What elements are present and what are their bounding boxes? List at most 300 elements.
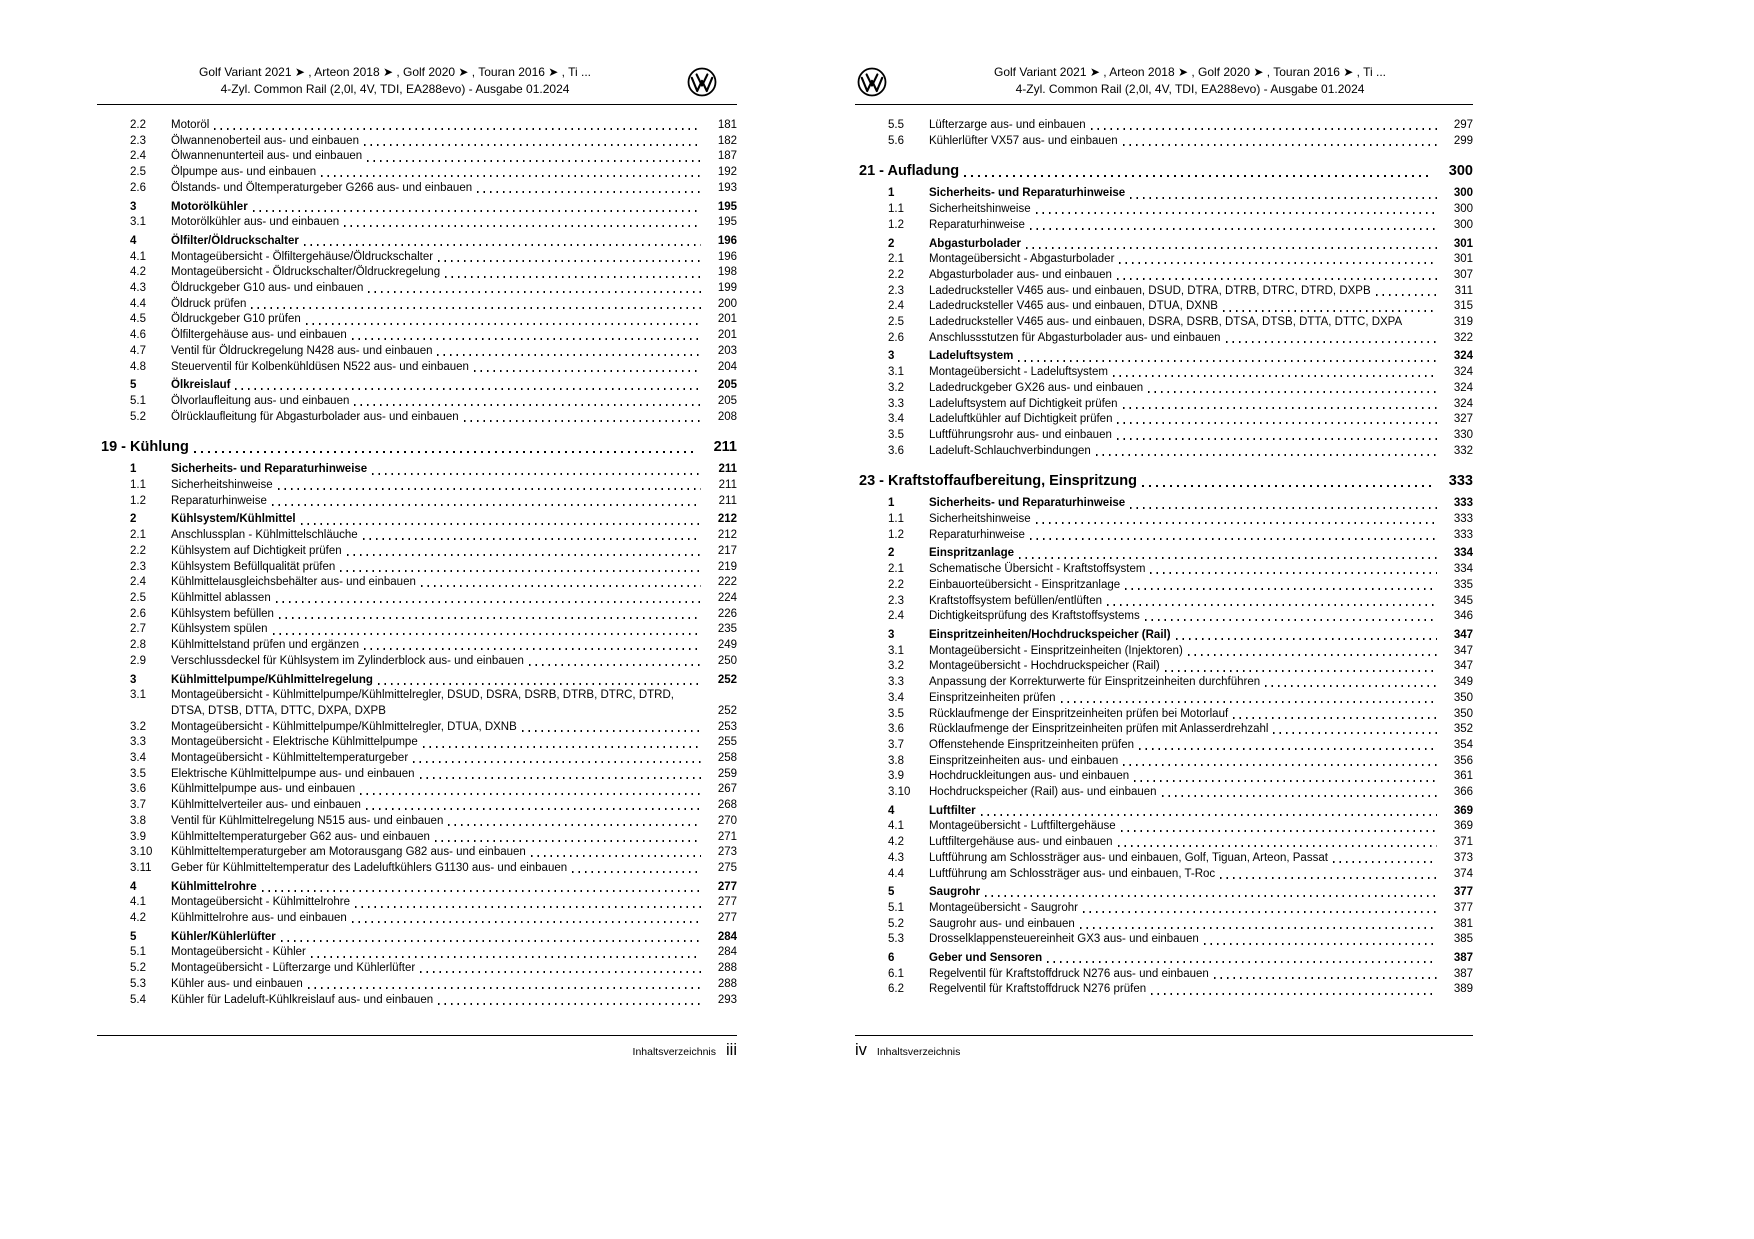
dot-leader — [347, 554, 701, 556]
toc-row[interactable] — [97, 638, 737, 654]
toc-entry-number: 2.9 — [130, 654, 146, 667]
toc-entry-title: Rücklaufmenge der Einspritzeinheiten prüfen mit Anlasserdrehzahl — [929, 723, 1269, 736]
dot-leader — [1134, 780, 1437, 782]
toc-entry-page: 327 — [1453, 413, 1473, 426]
toc-row[interactable] — [97, 993, 737, 1009]
toc-entry-number: 4 — [888, 804, 895, 817]
toc-row[interactable] — [855, 901, 1473, 917]
toc-row[interactable] — [97, 297, 737, 313]
toc-row-content — [171, 410, 737, 426]
toc-row[interactable] — [97, 215, 737, 231]
toc-row[interactable] — [855, 738, 1473, 754]
toc-entry-number: 3.8 — [888, 754, 904, 767]
toc-entry-page: 277 — [717, 896, 737, 909]
toc-row[interactable] — [855, 237, 1473, 253]
toc-row[interactable] — [97, 735, 737, 751]
toc-row[interactable] — [855, 118, 1473, 134]
toc-entry-number: 5.3 — [888, 933, 904, 946]
toc-row[interactable] — [855, 835, 1473, 851]
toc-entry-page: 324 — [1453, 397, 1473, 410]
toc-entry-number: 3 — [888, 628, 895, 641]
toc-row-content — [171, 688, 737, 719]
toc-row[interactable] — [97, 360, 737, 376]
toc-row[interactable] — [97, 861, 737, 877]
toc-entry-page: 387 — [1453, 967, 1473, 980]
toc-row[interactable] — [855, 867, 1473, 883]
toc-entry-page: 335 — [1453, 578, 1473, 591]
toc-row[interactable] — [855, 397, 1473, 413]
dot-leader — [1030, 228, 1437, 230]
toc-row[interactable] — [855, 444, 1473, 460]
toc-row[interactable] — [855, 785, 1473, 801]
toc-entry-title: Kühlsystem/Kühlmittel — [171, 513, 296, 526]
toc-row-content — [929, 512, 1473, 528]
toc-row[interactable] — [97, 462, 737, 478]
toc-entry-title: Öldruckgeber G10 aus- und einbauen — [171, 282, 364, 295]
toc-row[interactable] — [97, 134, 737, 150]
toc-entry-number: 3.10 — [888, 786, 911, 799]
toc-row[interactable] — [97, 654, 737, 670]
toc-chapter-row[interactable] — [855, 162, 1473, 181]
toc-row-content — [929, 252, 1473, 268]
toc-row-content — [929, 885, 1473, 901]
toc-row-content — [171, 861, 737, 877]
toc-entry-number: 3.5 — [888, 707, 904, 720]
toc-entry-title: Montageübersicht - Kühler — [171, 946, 306, 959]
toc-row[interactable] — [97, 767, 737, 783]
toc-row-content — [171, 591, 737, 607]
toc-entry-title: 21 - Aufladung — [859, 163, 960, 180]
dot-leader — [1080, 927, 1437, 929]
toc-entry-title: Kühlmittel ablassen — [171, 591, 271, 604]
toc-row[interactable] — [97, 234, 737, 250]
toc-entry-number: 5.2 — [888, 917, 904, 930]
toc-row[interactable] — [97, 782, 737, 798]
toc-entry-number: 4.3 — [888, 851, 904, 864]
toc-row[interactable] — [97, 977, 737, 993]
toc-entry-number: 1.1 — [130, 479, 146, 492]
dot-leader — [1130, 197, 1437, 199]
toc-row[interactable] — [97, 250, 737, 266]
toc-row[interactable] — [855, 365, 1473, 381]
dot-leader — [1162, 795, 1437, 797]
toc-entry-title: Dichtigkeitsprüfung des Kraftstoffsystems — [929, 610, 1140, 623]
toc-entry-title: Hochdruckspeicher (Rail) aus- und einbauen — [929, 786, 1157, 799]
toc-row[interactable] — [855, 675, 1473, 691]
toc-row[interactable] — [97, 845, 737, 861]
toc-entry-title: Ladeluft-Schlauchverbindungen — [929, 444, 1091, 457]
toc-entry-page: 273 — [717, 846, 737, 859]
toc-entry-title: Ölkreislauf — [171, 379, 231, 392]
toc-entry-page: 300 — [1453, 203, 1473, 216]
toc-entry-title: Einspritzeinheiten prüfen — [929, 691, 1056, 704]
toc-entry-title: Montageübersicht - Saugrohr — [929, 901, 1078, 914]
toc-row-content — [171, 265, 737, 281]
toc-row[interactable] — [855, 628, 1473, 644]
toc-row[interactable] — [855, 134, 1473, 150]
toc-entry-number: 2 — [888, 547, 895, 560]
toc-row-content — [171, 118, 737, 134]
toc-row[interactable] — [855, 331, 1473, 347]
dot-leader — [1117, 278, 1437, 280]
page-right — [855, 0, 1473, 1239]
toc-entry-number: 5.5 — [888, 119, 904, 131]
toc-row[interactable] — [97, 575, 737, 591]
page-left — [97, 0, 737, 1239]
toc-entry-page: 252 — [717, 704, 737, 717]
toc-entry-page: 374 — [1453, 867, 1473, 880]
toc-entry-title: Saugrohr — [929, 886, 981, 899]
toc-entry-page: 211 — [718, 494, 737, 507]
toc-entry-number: 1.1 — [888, 513, 904, 526]
toc-row[interactable] — [855, 722, 1473, 738]
dot-leader — [368, 291, 701, 293]
toc-row[interactable] — [97, 281, 737, 297]
toc-row[interactable] — [855, 644, 1473, 660]
toc-chapter-row[interactable] — [855, 472, 1473, 491]
dot-leader — [354, 404, 701, 406]
toc-entry-page: 200 — [717, 297, 737, 310]
toc-entry-number: 4.8 — [130, 360, 146, 373]
page-header-right — [855, 64, 1473, 105]
toc-entry-title: Ventil für Kühlmittelregelung N515 aus- und einbauen — [171, 814, 444, 827]
toc-row-content — [929, 769, 1473, 785]
toc-row[interactable] — [97, 673, 737, 689]
toc-entry-number: 2.3 — [888, 594, 904, 607]
toc-row[interactable] — [855, 982, 1473, 998]
toc-row[interactable] — [855, 202, 1473, 218]
toc-row-content — [171, 394, 737, 410]
toc-entry-title: Motorölkühler aus- und einbauen — [171, 216, 340, 229]
toc-row[interactable] — [97, 165, 737, 181]
toc-entry-number: 3.11 — [130, 861, 152, 874]
toc-row[interactable] — [97, 622, 737, 638]
toc-entry-title: Saugrohr aus- und einbauen — [929, 917, 1075, 930]
dot-leader — [1083, 911, 1437, 913]
toc-row[interactable] — [855, 252, 1473, 268]
toc-entry-title: Montageübersicht - Kühlmittelpumpe/Kühlmittelregler, DSUD, DSRA, DSRB, DTRB, DTRC, DTRD, DTSA, DTSB, DTTA, DTTC, DXPA, DXPB — [171, 689, 674, 717]
toc-entry-page: 196 — [717, 234, 737, 247]
toc-entry-title: Montageübersicht - Einspritzeinheiten (Injektoren) — [929, 644, 1183, 657]
toc-row[interactable] — [855, 885, 1473, 901]
toc-row[interactable] — [97, 895, 737, 911]
page-footer-left — [97, 1035, 737, 1060]
toc-row[interactable] — [855, 951, 1473, 967]
vw-logo-icon — [687, 67, 717, 97]
toc-row-content — [171, 234, 737, 250]
toc-row[interactable] — [97, 410, 737, 426]
dot-leader — [272, 504, 701, 506]
toc-row[interactable] — [855, 496, 1473, 512]
toc-entry-number: 3.8 — [130, 814, 146, 827]
toc-row[interactable] — [97, 798, 737, 814]
toc-row[interactable] — [855, 819, 1473, 835]
toc-entry-title: Einspritzeinheiten aus- und einbauen — [929, 754, 1119, 767]
toc-row[interactable] — [97, 607, 737, 623]
toc-entry-page: 319 — [1453, 316, 1473, 329]
toc-entry-title: Sicherheitshinweise — [929, 203, 1031, 216]
toc-row-content — [929, 901, 1473, 917]
toc-row-content — [929, 412, 1473, 428]
toc-row[interactable] — [855, 851, 1473, 867]
toc-entry-page: 369 — [1453, 804, 1473, 817]
toc-row[interactable] — [97, 478, 737, 494]
dot-leader — [529, 664, 701, 666]
toc-entry-number: 4.2 — [888, 836, 904, 849]
toc-row[interactable] — [855, 707, 1473, 723]
toc-row[interactable] — [855, 284, 1473, 300]
toc-row[interactable] — [97, 118, 737, 134]
toc-row-content — [929, 804, 1473, 820]
toc-entry-page: 255 — [717, 736, 737, 749]
toc-row[interactable] — [97, 688, 737, 719]
toc-row-content — [929, 644, 1473, 660]
toc-entry-title: Kühlsystem befüllen — [171, 607, 274, 620]
toc-entry-page: 345 — [1453, 594, 1473, 607]
toc-entry-number: 4.1 — [130, 896, 146, 909]
toc-row-content — [171, 735, 737, 751]
toc-entry-title: Kühlmittelausgleichsbehälter aus- und einbauen — [171, 576, 416, 589]
toc-row[interactable] — [97, 394, 737, 410]
dot-leader — [445, 276, 701, 278]
toc-row-content — [929, 218, 1473, 234]
toc-row-content — [97, 438, 737, 457]
toc-row[interactable] — [855, 562, 1473, 578]
toc-row[interactable] — [97, 591, 737, 607]
toc-row[interactable] — [97, 560, 737, 576]
toc-row-content — [171, 622, 737, 638]
toc-row[interactable] — [97, 328, 737, 344]
toc-entry-title: Kraftstoffsystem befüllen/entlüften — [929, 594, 1103, 607]
toc-row[interactable] — [855, 578, 1473, 594]
toc-row[interactable] — [855, 428, 1473, 444]
dot-leader — [367, 160, 701, 162]
toc-chapter-row[interactable] — [97, 438, 737, 457]
toc-row[interactable] — [855, 769, 1473, 785]
dot-leader — [1273, 732, 1437, 734]
toc-row[interactable] — [97, 911, 737, 927]
toc-entry-number: 2.7 — [130, 623, 146, 636]
toc-row[interactable] — [855, 315, 1473, 331]
toc-row[interactable] — [855, 932, 1473, 948]
toc-row-content — [171, 607, 737, 623]
toc-entry-number: 5.3 — [130, 977, 146, 990]
dot-leader — [1176, 638, 1437, 640]
toc-entry-page: 277 — [717, 912, 737, 925]
dot-leader — [1145, 619, 1437, 621]
dot-leader — [1118, 845, 1437, 847]
toc-row[interactable] — [97, 830, 737, 846]
toc-entry-page: 311 — [1454, 284, 1473, 297]
dot-leader — [276, 601, 701, 603]
dot-leader — [372, 473, 701, 475]
toc-entry-number: 2.4 — [888, 610, 904, 623]
toc-row[interactable] — [97, 378, 737, 394]
toc-entry-title: Motorölkühler — [171, 200, 248, 213]
toc-row[interactable] — [97, 265, 737, 281]
toc-entry-number: 3.3 — [888, 397, 904, 410]
dot-leader — [355, 906, 701, 908]
toc-entry-page: 373 — [1453, 851, 1473, 864]
toc-entry-number: 6.1 — [888, 967, 904, 980]
toc-row[interactable] — [855, 659, 1473, 675]
toc-row[interactable] — [97, 814, 737, 830]
toc-row[interactable] — [97, 494, 737, 510]
toc-entry-page: 334 — [1453, 547, 1473, 560]
toc-entry-number: 3.10 — [130, 846, 153, 859]
dot-leader — [1047, 961, 1437, 963]
dot-leader — [1030, 538, 1437, 540]
toc-row-content — [171, 911, 737, 927]
dot-leader — [421, 585, 701, 587]
toc-row[interactable] — [855, 804, 1473, 820]
toc-entry-number: 2 — [130, 513, 137, 526]
toc-entry-page: 297 — [1453, 119, 1473, 131]
toc-entry-page: 354 — [1453, 738, 1473, 751]
dot-leader — [1220, 877, 1437, 879]
toc-row[interactable] — [97, 344, 737, 360]
dot-leader — [423, 746, 701, 748]
dot-leader — [1130, 507, 1437, 509]
toc-entry-page: 350 — [1453, 707, 1473, 720]
toc-entry-title: Ladeluftsystem auf Dichtigkeit prüfen — [929, 397, 1118, 410]
toc-row[interactable] — [97, 200, 737, 216]
toc-entry-number: 3.1 — [130, 689, 146, 702]
toc-entry-number: 4 — [130, 234, 137, 247]
toc-row-content — [929, 562, 1473, 578]
toc-entry-page: 315 — [1453, 300, 1473, 313]
toc-row-content — [929, 428, 1473, 444]
toc-entry-page: 199 — [717, 282, 737, 295]
toc-row[interactable] — [97, 880, 737, 896]
toc-row-content — [855, 472, 1473, 491]
toc-entry-page: 277 — [717, 880, 737, 893]
toc-row[interactable] — [97, 961, 737, 977]
dot-leader — [363, 538, 701, 540]
toc-entry-page: 347 — [1453, 628, 1473, 641]
toc-entry-page: 205 — [717, 379, 737, 392]
toc-row[interactable] — [855, 609, 1473, 625]
toc-entry-title: Montageübersicht - Elektrische Kühlmittelpumpe — [171, 736, 418, 749]
toc-entry-page: 389 — [1453, 983, 1473, 996]
toc-entry-number: 4.4 — [130, 297, 146, 310]
toc-row[interactable] — [97, 528, 737, 544]
toc-entry-page: 347 — [1453, 644, 1473, 657]
toc-row-content — [171, 930, 737, 946]
toc-entry-number: 3.6 — [130, 783, 146, 796]
toc-row-content — [929, 299, 1473, 315]
toc-row-content — [929, 237, 1473, 253]
toc-row-content — [929, 628, 1473, 644]
toc-entry-number: 3.7 — [888, 738, 904, 751]
toc-row-content — [171, 993, 737, 1009]
toc-row[interactable] — [855, 268, 1473, 284]
toc-row[interactable] — [855, 528, 1473, 544]
toc-entry-number: 4.2 — [130, 266, 146, 279]
toc-entry-title: Montageübersicht - Lüfterzarge und Kühlerlüfter — [171, 962, 416, 975]
toc-entry-number: 1.1 — [888, 203, 904, 216]
toc-row[interactable] — [97, 312, 737, 328]
toc-row[interactable] — [855, 218, 1473, 234]
toc-row[interactable] — [97, 930, 737, 946]
toc-entry-page: 385 — [1453, 933, 1473, 946]
toc-row-content — [171, 462, 737, 478]
toc-row[interactable] — [855, 381, 1473, 397]
dot-leader — [572, 871, 701, 873]
toc-row-content — [171, 215, 737, 231]
toc-row-content — [171, 544, 737, 560]
toc-entry-page: 333 — [1453, 513, 1473, 526]
toc-row[interactable] — [97, 181, 737, 197]
toc-row[interactable] — [855, 917, 1473, 933]
dot-leader — [981, 814, 1437, 816]
toc-entry-title: Kühler aus- und einbauen — [171, 977, 303, 990]
toc-row[interactable] — [97, 149, 737, 165]
header-text — [855, 64, 1473, 97]
toc-row[interactable] — [855, 186, 1473, 202]
toc-row[interactable] — [855, 299, 1473, 315]
dot-leader — [344, 225, 701, 227]
header-text — [97, 64, 737, 97]
toc-row[interactable] — [97, 544, 737, 560]
toc-entry-number: 3.1 — [130, 216, 146, 229]
toc-entry-page: 259 — [717, 767, 737, 780]
dot-leader — [1123, 764, 1437, 766]
toc-row[interactable] — [97, 720, 737, 736]
toc-entry-number: 4.5 — [130, 313, 146, 326]
toc-row[interactable] — [97, 751, 737, 767]
toc-entry-title: Sicherheits- und Reparaturhinweise — [171, 463, 368, 476]
toc-entry-page: 205 — [717, 394, 737, 407]
toc-entry-title: Reparaturhinweise — [171, 494, 267, 507]
toc-row[interactable] — [855, 967, 1473, 983]
toc-entry-number: 3.1 — [888, 366, 904, 379]
toc-entry-title: Geber für Kühlmitteltemperatur des Ladeluftkühlers G1130 aus- und einbauen — [171, 861, 568, 874]
toc-row[interactable] — [97, 512, 737, 528]
toc-row[interactable] — [855, 412, 1473, 428]
toc-entry-title: Ladeluftsystem — [929, 350, 1014, 363]
dot-leader — [1265, 685, 1437, 687]
toc-row[interactable] — [855, 512, 1473, 528]
toc-row[interactable] — [855, 594, 1473, 610]
toc-row-content — [929, 397, 1473, 413]
toc-row[interactable] — [855, 546, 1473, 562]
toc-row-content — [929, 851, 1473, 867]
dot-leader — [448, 824, 701, 826]
toc-entry-number: 2.3 — [130, 134, 146, 147]
toc-row[interactable] — [97, 945, 737, 961]
dot-leader — [687, 714, 701, 716]
toc-entry-page: 284 — [717, 930, 737, 943]
dot-leader — [1125, 588, 1437, 590]
toc-entry-number: 5.1 — [888, 901, 904, 914]
toc-row[interactable] — [855, 754, 1473, 770]
toc-row-content — [171, 494, 737, 510]
dot-leader — [278, 488, 701, 490]
toc-entry-number: 3.9 — [888, 770, 904, 783]
toc-entry-title: Öldruckgeber G10 prüfen — [171, 313, 301, 326]
toc-entry-number: 1 — [130, 463, 137, 476]
toc-row[interactable] — [855, 349, 1473, 365]
toc-entry-title: Abgasturbolader — [929, 237, 1022, 250]
toc-entry-page: 332 — [1453, 444, 1473, 457]
toc-entry-number: 3.5 — [130, 767, 146, 780]
toc-entry-title: Offenstehende Einspritzeinheiten prüfen — [929, 738, 1135, 751]
dot-leader — [306, 323, 701, 325]
toc-entry-page: 252 — [717, 673, 737, 686]
toc-row[interactable] — [855, 691, 1473, 707]
dot-leader — [301, 523, 701, 525]
